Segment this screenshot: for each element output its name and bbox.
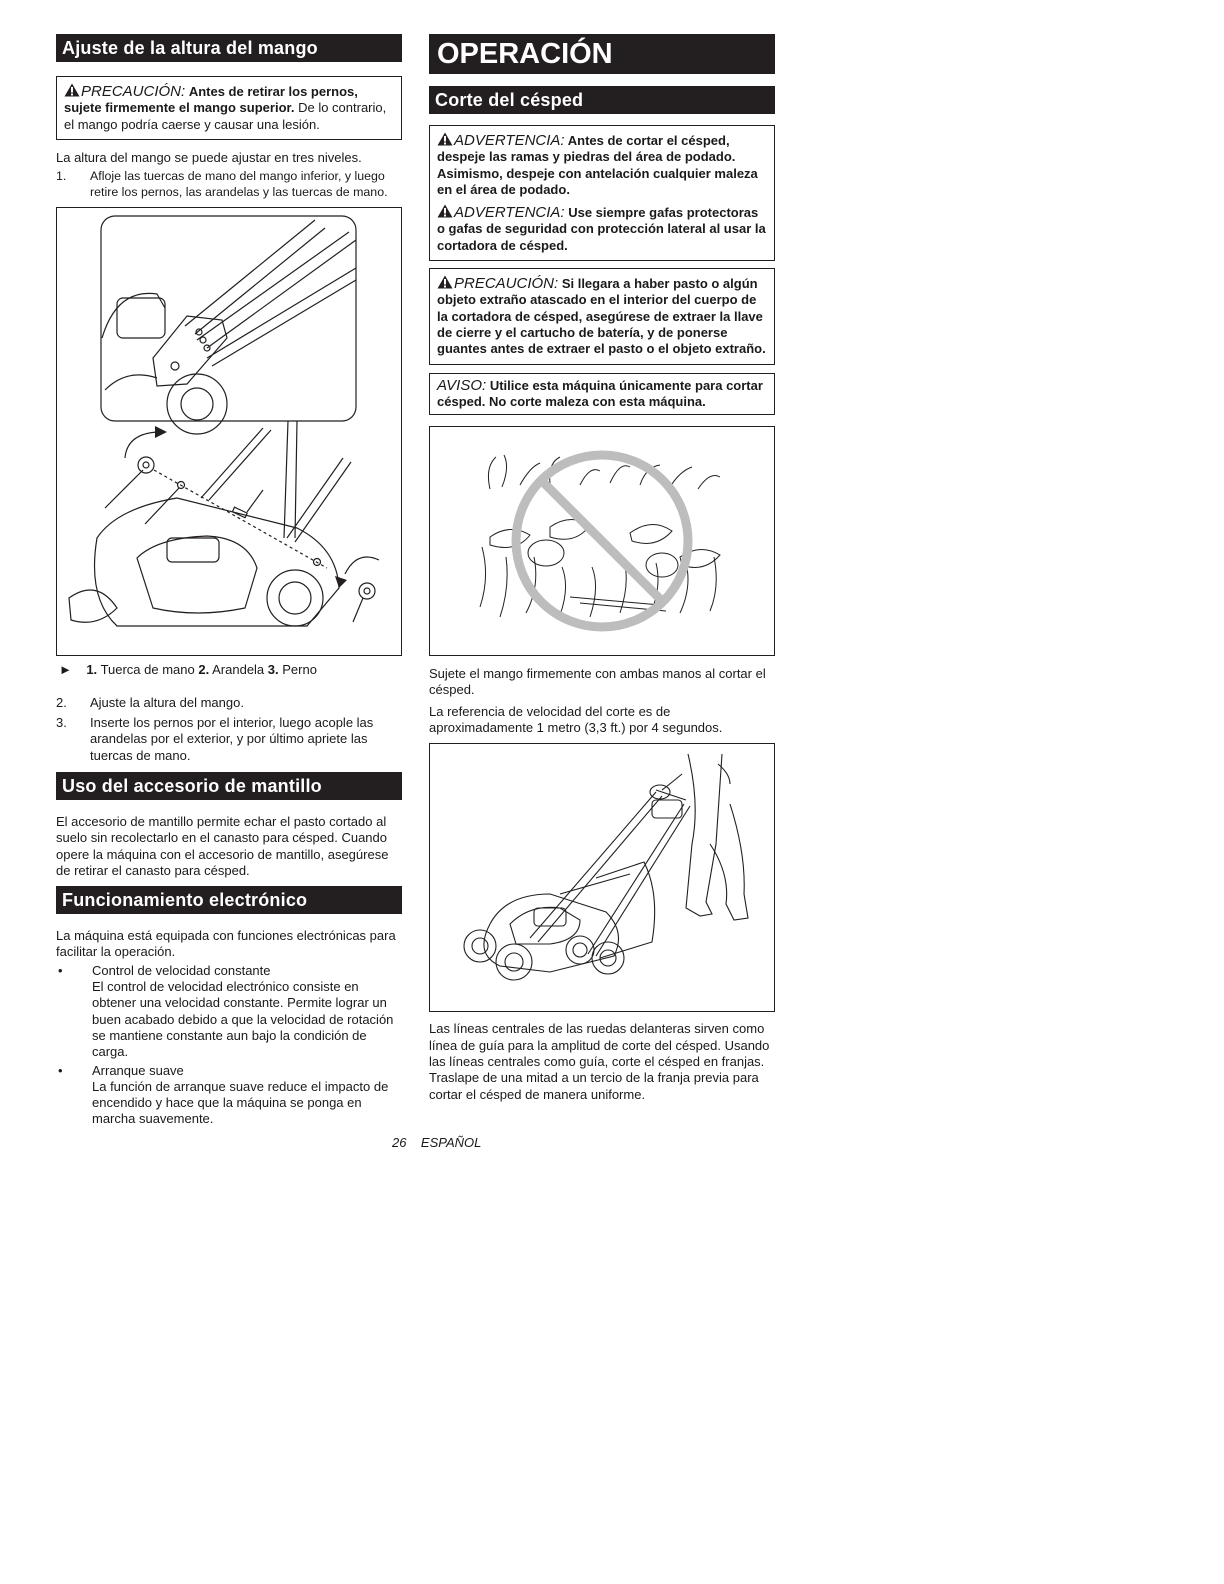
bullet-soft-start: • Arranque suave La función de arranque suave reduce el impacto de encendido y hace que la máquina se ponga en marcha suavemente. — [58, 1062, 389, 1127]
caution-box-handle — [56, 76, 402, 140]
caution-box-foreign-object: PRECAUCIÓN: Si llegara a haber pasto o algún objeto extraño atascado en el interior del cuerpo de la cortadora de césped, asegúrese de extraer la llave de cierre y el cartucho de batería, y de ponerse guantes antes de extraer el pasto o el objeto extraño. — [429, 268, 775, 364]
warning-triangle-icon — [64, 83, 80, 97]
step-1: 1. Afloje las tuercas de mano del mango inferior, y luego retire los pernos, las arandelas y las tuercas de mano. — [56, 169, 388, 200]
figure-mowing-operator — [429, 743, 775, 1012]
warning1-text: Antes de cortar el césped, despeje las ramas y piedras del área de podado. Asimismo, despeje con antelación cualquier maleza en el área de podado. — [437, 133, 758, 197]
handle-bolt-illustration — [57, 208, 400, 655]
warning-box: ADVERTENCIA: Antes de cortar el césped, despeje las ramas y piedras del área de podado. Asimismo, despeje con antelación cualquier maleza en el área de podado. ADVERTENCIA: Use siempre gafas protectoras o gafas de seguridad con protección lateral al usar la cortadora de césped. — [429, 125, 775, 261]
caution-foreign-text: Si llegara a haber pasto o algún objeto extraño atascado en el interior del cuerpo de la cortadora de césped, asegúrese de extraer la llave de cierre y el cartucho de batería, y de ponerse guantes antes de extraer el pasto o el objeto extraño. — [437, 276, 766, 357]
electronic-intro: La máquina está equipada con funciones electrónicas para facilitar la operación. — [56, 928, 396, 960]
left-column — [56, 34, 402, 1128]
page-number: 26 — [392, 1135, 407, 1150]
warning-triangle-icon — [437, 132, 453, 146]
prohibition-icon — [516, 455, 688, 627]
speed-reference-text: La referencia de velocidad del corte es de aproximadamente 1 metro (3,3 ft.) por 4 segundos. — [429, 703, 723, 736]
section-title-handle-height: Ajuste de la altura del mango — [56, 34, 402, 62]
section-title-mulch: Uso del accesorio de mantillo — [56, 772, 402, 800]
warning2-text: Use siempre gafas protectoras o gafas de seguridad con protección lateral al usar la cortadora de césped. — [437, 205, 766, 253]
right-column — [429, 34, 775, 1103]
mulch-text: El accesorio de mantillo permite echar el pasto cortado al suelo sin recolectarlo en el canasto para césped. Cuando opere la máquina con el accesorio de mantillo, asegúrese de retirar el canasto para césped. — [56, 813, 389, 878]
caution-label: PRECAUCIÓN: — [81, 83, 186, 100]
page-footer — [392, 1135, 481, 1150]
step-2: 2. Ajuste la altura del mango. — [56, 694, 244, 710]
guide-lines-text: Las líneas centrales de las ruedas delanteras sirven como línea de guía para la amplitud de corte del césped. Usando las líneas centrales como guía, corte el césped en franjas. Traslape de una mitad a un tercio de la franja previa para cortar el césped de manera uniforme. — [429, 1021, 770, 1102]
figure-caption: ► 1. Tuerca de mano 2. Arandela 3. Perno — [59, 661, 317, 677]
no-weeds-illustration — [430, 427, 773, 655]
warning-triangle-icon — [437, 275, 453, 289]
section-title-cutting: Corte del césped — [429, 86, 775, 114]
language-label: ESPAÑOL — [420, 1135, 482, 1150]
main-title-operation: OPERACIÓN — [429, 34, 775, 74]
caution-bold-text: Antes de retirar los pernos, sujete firmemente el mango superior. — [64, 84, 358, 116]
figure-handle-adjust — [56, 207, 402, 656]
hold-handle-text: Sujete el mango firmemente con ambas manos al cortar el césped. — [429, 666, 766, 698]
mower-operator-illustration — [430, 744, 773, 1011]
notice-box: AVISO: Utilice esta máquina únicamente para cortar césped. No corte maleza con esta máquina. — [429, 373, 775, 416]
section-title-electronic: Funcionamiento electrónico — [56, 886, 402, 914]
notice-text: Utilice esta máquina únicamente para cortar césped. No corte maleza con esta máquina. — [437, 377, 763, 409]
handle-intro: La altura del mango se puede ajustar en tres niveles. — [56, 149, 362, 165]
bullet-constant-speed: • Control de velocidad constante El control de velocidad electrónico consiste en obtener una velocidad constante. Permite lograr un buen acabado debido a que la velocidad de rotación se mantiene constante aun bajo la condición de carga. — [58, 962, 394, 1060]
step-3: 3. Inserte los pernos por el interior, luego acople las arandelas por el exterior, y por último apriete las tuercas de mano. — [56, 715, 374, 763]
warning-triangle-icon — [437, 204, 453, 218]
caution-text: De lo contrario, el mango podría caerse y causar una lesión. — [64, 100, 387, 132]
figure-no-weeds — [429, 426, 775, 656]
